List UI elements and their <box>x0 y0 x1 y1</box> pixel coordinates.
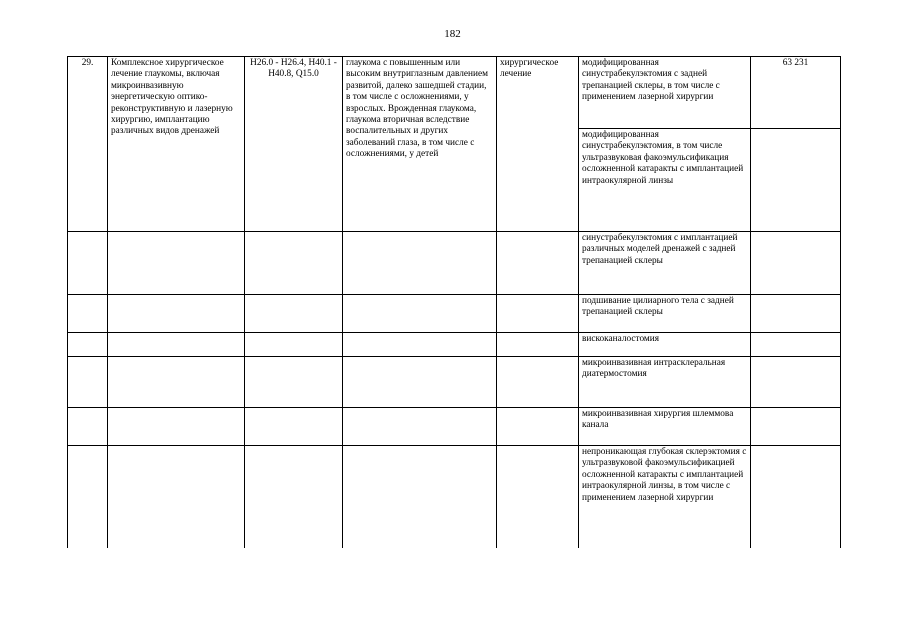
row-number-cell: 29. <box>68 57 108 232</box>
table-row <box>68 357 841 408</box>
table-row <box>68 446 841 548</box>
table-row <box>68 232 841 295</box>
diagnosis-codes-cell: H26.0 - H26.4, H40.1 - H40.8, Q15.0 <box>245 57 343 232</box>
patient-model-cell: глаукома с повышенным или высоким внутриглазным давлением развитой, далеко зашедшей стадии, в том числе с осложнениями, у взрослых. Врожденная глаукома, глаукома вторичная вследствие воспалительных и других заболеваний глаза, в том числе с осложнениями, у детей <box>343 57 497 232</box>
table-row <box>68 333 841 357</box>
cost-cell-empty <box>751 129 841 232</box>
method-cell: вискоканалостомия <box>579 333 751 357</box>
treatment-title-cell: Комплексное хирургическое лечение глаукомы, включая микроинвазивную энергетическую оптико-реконструктивную и лазерную хирургию, имплантацию различных видов дренажей <box>108 57 245 232</box>
medical-services-table <box>67 56 841 548</box>
treatment-type-cell: хирургическое лечение <box>497 57 579 232</box>
table-row <box>68 57 841 129</box>
method-cell: непроникающая глубокая склерэктомия с ультразвуковой факоэмульсификацией осложненной катаракты с имплантацией интраокулярной линзы, в том числе с применением лазерной хирургии <box>579 446 751 548</box>
method-cell: синустрабекулэктомия с имплантацией различных моделей дренажей с задней трепанацией склеры <box>579 232 751 295</box>
method-cell: микроинвазивная хирургия шлеммова канала <box>579 408 751 446</box>
table-row <box>68 295 841 333</box>
page-number: 182 <box>444 28 461 40</box>
method-cell: микроинвазивная интрасклеральная диатермостомия <box>579 357 751 408</box>
method-cell: модифицированная синустрабекулэктомия, в том числе ультразвуковая факоэмульсификация осложненной катаракты с имплантацией интраокулярной линзы <box>579 129 751 232</box>
cost-cell: 63 231 <box>751 57 841 129</box>
method-cell: подшивание цилиарного тела с задней трепанацией склеры <box>579 295 751 333</box>
table-row <box>68 408 841 446</box>
method-cell: модифицированная синустрабекулэктомия с задней трепанацией склеры, в том числе с применением лазерной хирургии <box>579 57 751 129</box>
